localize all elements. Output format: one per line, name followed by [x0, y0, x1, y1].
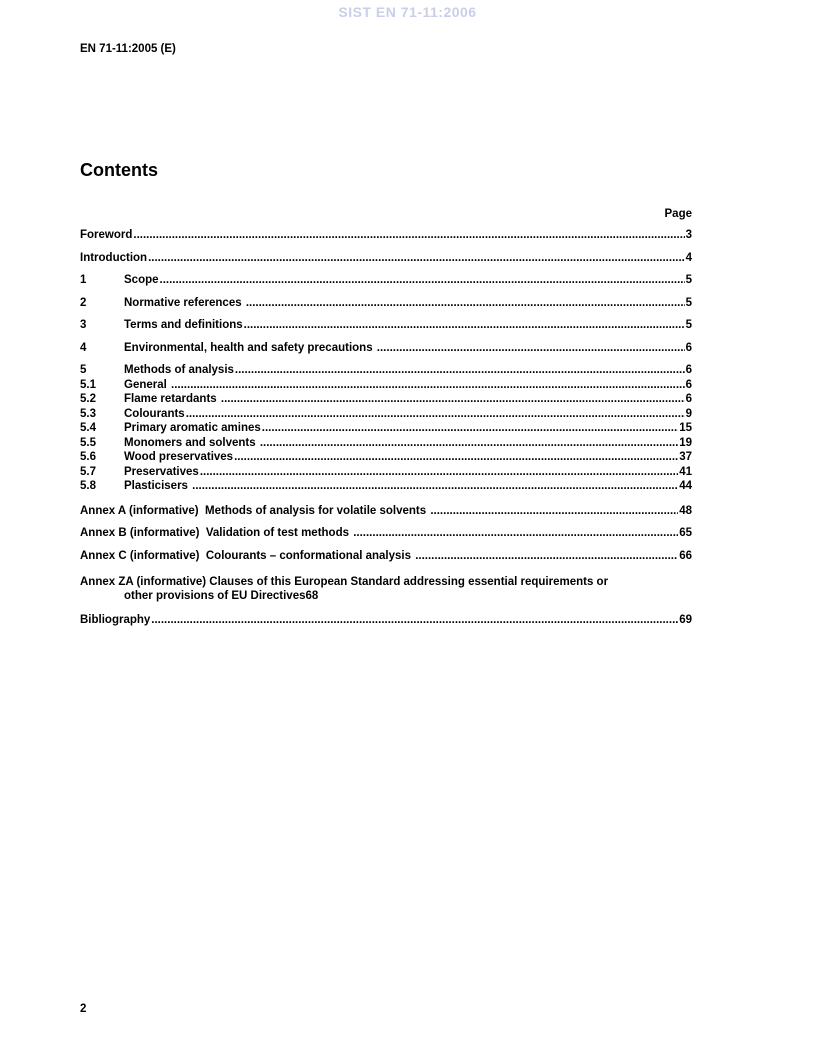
toc-entry-page: 37: [679, 451, 692, 463]
toc-entry-label: Foreword: [80, 229, 133, 241]
toc-entry-page: 15: [679, 422, 692, 434]
page-title: Contents: [80, 160, 158, 180]
toc-entry-page: 3: [685, 229, 692, 241]
toc-entry-primary-aromatic-amines[interactable]: [80, 423, 692, 435]
toc-entry-normative-references[interactable]: [80, 298, 692, 310]
toc-entry-number: 1: [80, 274, 87, 286]
toc-leader: [262, 423, 678, 435]
toc-leader: [353, 528, 678, 540]
toc-entry-label: Plasticisers: [124, 480, 192, 492]
toc-leader: [160, 275, 685, 287]
toc-entry-number: 2: [80, 296, 87, 309]
toc-entry-label: Environmental, health and safety precautions: [124, 341, 376, 354]
toc-entry-label: Scope: [124, 274, 159, 286]
toc-entry-page: 5: [685, 319, 692, 331]
toc-entry-annex-za[interactable]: [80, 575, 692, 604]
toc-entry-label: Wood preservatives: [124, 451, 234, 463]
toc-leader: [221, 394, 685, 406]
toc-entry-page: 6: [685, 364, 692, 376]
toc-entry-label: Flame retardants: [124, 393, 220, 405]
toc-entry-label-line2: other provisions of EU Directives: [124, 590, 306, 603]
toc-entry-annex-b[interactable]: [80, 528, 692, 540]
toc-entry-page: 69: [679, 613, 692, 626]
toc-entry-label: Annex A (informative) Methods of analysis for volatile solvents: [80, 504, 430, 517]
toc-leader: [186, 409, 685, 421]
toc-entry-label: Annex C (informative) Colourants – conformational analysis: [80, 549, 415, 562]
toc-entry-number: 5.4: [80, 422, 96, 434]
page-column-header: Page: [664, 208, 692, 220]
toc-entry-label: Terms and definitions: [124, 319, 243, 331]
toc-leader: [377, 343, 685, 355]
toc-entry-page: 68: [305, 590, 319, 603]
toc-entry-page: 6: [685, 393, 692, 405]
toc-entry-preservatives[interactable]: [80, 467, 692, 479]
toc-leader: [192, 481, 678, 493]
toc-entry-number: 5.5: [80, 436, 96, 449]
toc-entry-wood-preservatives[interactable]: [80, 452, 692, 464]
toc-entry-number: 3: [80, 319, 87, 331]
toc-entry-page: 5: [685, 274, 692, 286]
toc-entry-plasticisers[interactable]: [80, 481, 692, 493]
watermark-text: SIST EN 71-11:2006: [338, 4, 477, 20]
toc-entry-label: Colourants: [124, 407, 185, 420]
toc-entry-page: 19: [679, 436, 692, 449]
toc-entry-label: Bibliography: [80, 613, 151, 626]
toc-entry-label: Normative references: [124, 296, 245, 309]
toc-entry-scope[interactable]: [80, 275, 692, 287]
toc-entry-label: Preservatives: [124, 465, 199, 478]
toc-entry-page: 9: [685, 407, 692, 420]
toc-entry-annex-a[interactable]: [80, 506, 692, 518]
toc-entry-number: 4: [80, 341, 87, 354]
toc-entry-page: 6: [685, 341, 692, 354]
toc-entry-page: 41: [679, 465, 692, 478]
toc-leader: [244, 320, 685, 332]
toc-entry-foreword[interactable]: [80, 230, 692, 242]
toc-entry-label: Methods of analysis: [124, 364, 234, 376]
toc-entry-methods-of-analysis[interactable]: [80, 365, 692, 377]
toc-entry-annex-c[interactable]: [80, 551, 692, 563]
toc-entry-label-line1: Annex ZA (informative) Clauses of this European Standard addressing essential requirements or: [80, 576, 609, 588]
toc-entry-environmental-health-safety[interactable]: [80, 343, 692, 355]
toc-leader: [200, 467, 678, 479]
toc-entry-page: 66: [679, 549, 692, 562]
toc-entry-label: Monomers and solvents: [124, 436, 259, 449]
toc-entry-number: 5.6: [80, 451, 96, 463]
toc-entry-label: Primary aromatic amines: [124, 422, 261, 434]
toc-entry-page: 65: [679, 527, 692, 539]
toc-entry-number: 5.3: [80, 407, 96, 420]
toc-entry-number: 5.2: [80, 393, 96, 405]
toc-entry-terms-and-definitions[interactable]: [80, 320, 692, 332]
document-reference: EN 71-11:2005 (E): [80, 43, 176, 55]
toc-leader: [235, 365, 685, 377]
toc-entry-page: 5: [685, 296, 692, 309]
table-of-contents: [80, 230, 692, 626]
toc-entry-flame-retardants[interactable]: [80, 394, 692, 406]
toc-entry-number: 5.1: [80, 378, 96, 391]
toc-leader: [133, 230, 684, 242]
toc-entry-label: Annex B (informative) Validation of test methods: [80, 527, 353, 539]
toc-entry-colourants[interactable]: [80, 409, 692, 421]
toc-entry-page: 4: [685, 251, 692, 264]
toc-entry-label: General: [124, 378, 171, 391]
toc-entry-introduction[interactable]: [80, 253, 692, 265]
toc-entry-page: 48: [679, 504, 692, 517]
toc-leader: [171, 380, 685, 392]
toc-leader: [415, 551, 678, 563]
toc-entry-label: Introduction: [80, 251, 148, 264]
toc-leader: [148, 253, 685, 265]
page-number: 2: [80, 1003, 87, 1015]
toc-leader: [246, 298, 685, 310]
toc-leader: [260, 438, 678, 450]
toc-entry-page: 44: [679, 480, 692, 492]
toc-leader: [151, 615, 678, 627]
toc-entry-monomers-and-solvents[interactable]: [80, 438, 692, 450]
toc-entry-number: 5.8: [80, 480, 96, 492]
toc-leader: [234, 452, 678, 464]
toc-entry-bibliography[interactable]: [80, 615, 692, 627]
toc-entry-page: 6: [685, 378, 692, 391]
toc-leader: [430, 506, 678, 518]
toc-entry-number: 5.7: [80, 465, 96, 478]
toc-entry-general[interactable]: [80, 380, 692, 392]
toc-entry-number: 5: [80, 364, 87, 376]
